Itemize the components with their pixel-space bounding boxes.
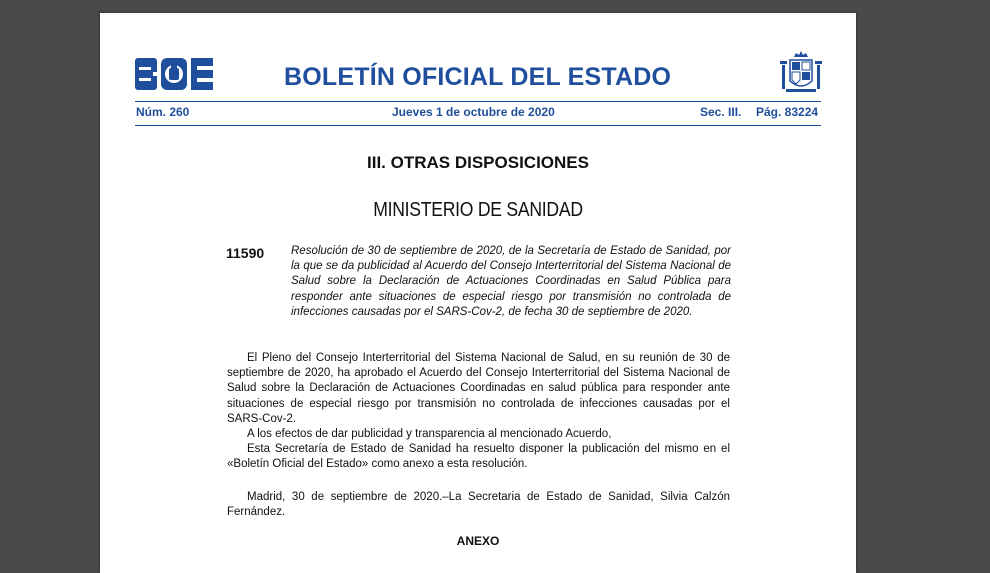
section-title: III. OTRAS DISPOSICIONES xyxy=(367,153,589,172)
disposition-number: 11590 xyxy=(226,245,265,261)
page-number: Pág. 83224 xyxy=(756,105,819,119)
issue-date: Jueves 1 de octubre de 2020 xyxy=(392,105,555,119)
annex-title: ANEXO xyxy=(456,534,500,548)
body-paragraphs xyxy=(227,351,730,473)
header-rule-bottom xyxy=(135,125,821,126)
resolution-title: Resolución de 30 de septiembre de 2020, de la Secretaría de Estado de Sanidad, por la que se da publicidad al Acuerdo del Consejo Interterritorial del Sistema Nacional de Salud sobre la Declaración de Actuaciones Coordinadas en Salud Pública para responder ante situaciones de especial riesgo por transmisión no controlada de infecciones causadas por el SARS-Cov-2, de fecha 30 de septiembre de 2020. xyxy=(291,245,731,318)
signature: Madrid, 30 de septiembre de 2020.–La Secretaria de Estado de Sanidad, Silvia Calzón Fernández. xyxy=(227,491,730,519)
header-rule-top xyxy=(135,101,821,102)
section-label: Sec. III. xyxy=(700,105,742,119)
issue-number: Núm. 260 xyxy=(136,105,190,119)
signature-block xyxy=(227,490,730,520)
paragraph: Esta Secretaría de Estado de Sanidad ha resuelto disponer la publicación del mismo en el «Boletín Oficial del Estado» como anexo a esta resolución. xyxy=(227,443,730,471)
ministry-heading: MINISTERIO DE SANIDAD xyxy=(373,199,583,221)
boe-logo xyxy=(135,58,213,90)
document-page xyxy=(100,13,856,573)
publication-title: BOLETÍN OFICIAL DEL ESTADO xyxy=(284,63,672,91)
coat-of-arms-icon xyxy=(780,51,822,95)
paragraph: A los efectos de dar publicidad y transparencia al mencionado Acuerdo, xyxy=(247,428,612,441)
paragraph: El Pleno del Consejo Interterritorial del Sistema Nacional de Salud, en su reunión de 30 de septiembre de 2020, ha aprobado el Acuerdo del Consejo Interterritorial del Sistema Nacional de Salud sobre la Declaración de Actuaciones Coordinadas en salud pública para responder ante situaciones de especial riesgo por transmisión no controlada de infecciones causadas por el SARS-Cov-2. xyxy=(227,352,730,425)
